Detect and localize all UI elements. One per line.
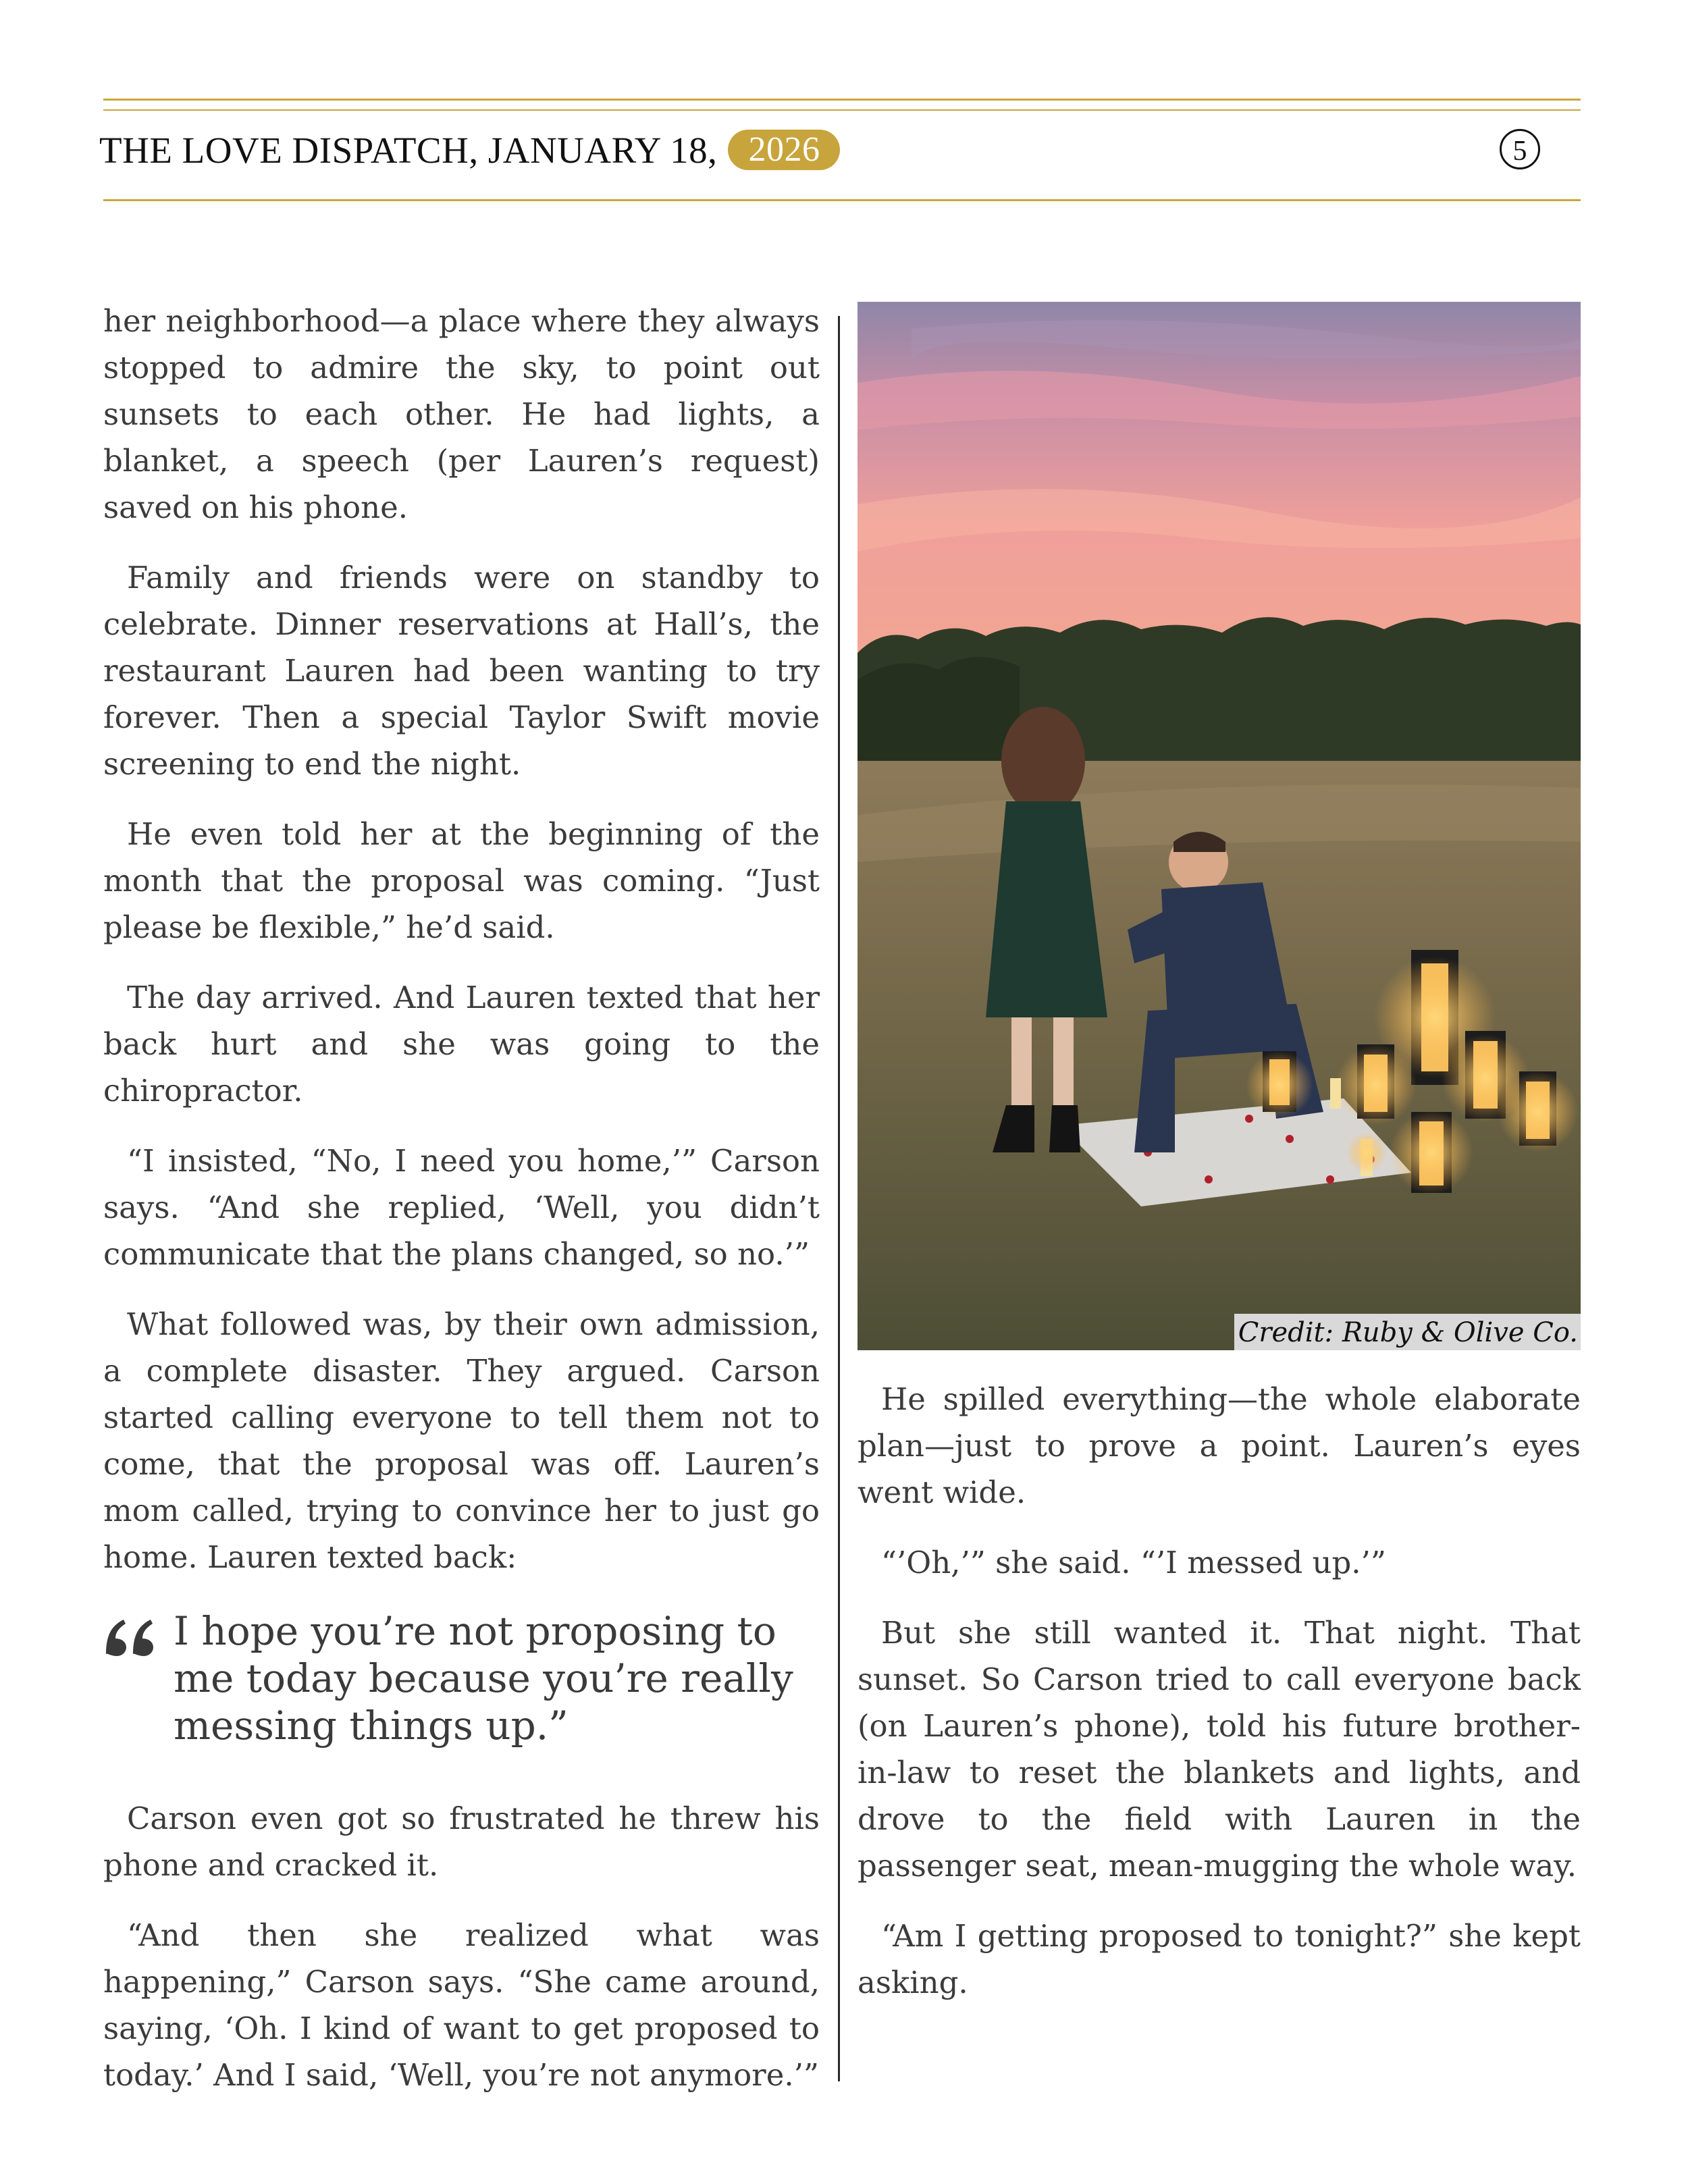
column-divider [838, 316, 840, 2081]
paragraph: “Am I getting proposed to tonight?” she kept asking. [858, 1918, 1581, 2000]
pull-quote-text: I hope you’re not proposing to me today because you’re really messing things up.” [174, 1608, 793, 1749]
header-second-rule [103, 109, 1581, 111]
masthead [99, 126, 840, 174]
year-badge: 2026 [728, 130, 840, 170]
paragraph: The day arrived. And Lauren texted that her back hurt and she was going to the chiropractor. [103, 980, 820, 1109]
paragraph: “I insisted, “No, I need you home,’” Carson says. “And she replied, ‘Well, you didn’t communicate that the plans changed, so no.’” [103, 1143, 820, 1272]
paragraph: Carson even got so frustrated he threw his phone and cracked it. [103, 1801, 820, 1883]
paragraph: But she still wanted it. That night. That sunset. So Carson tried to call everyone back (on Lauren’s phone), told his future brother-in-law to reset the blankets and lights, and drove to the field with Lauren in the passenger seat, mean-mugging the whole way. [858, 1615, 1581, 1884]
page-number: 5 [1500, 129, 1540, 169]
open-quote-icon [103, 1617, 157, 1657]
header-bottom-rule [103, 199, 1581, 201]
photo-credit: Credit: Ruby & Olive Co. [1234, 1314, 1581, 1350]
paragraph: “’Oh,’” she said. “’I messed up.’” [881, 1545, 1386, 1580]
proposal-sunset-photo-icon [858, 302, 1581, 1350]
paragraph: her neighborhood—a place where they always stopped to admire the sky, to point out sunsets to each other. He had lights, a blanket, a speech (per Lauren’s request) saved on his phone. [103, 303, 820, 525]
paragraph: “And then she realized what was happening,” Carson says. “She came around, saying, ‘Oh. I kind of want to get proposed to today.’ And I said, ‘Well, you’re not anymore.’” [103, 1917, 820, 2093]
proposal-photo [858, 302, 1581, 1350]
right-column [858, 1376, 1581, 2029]
left-column [103, 298, 820, 2122]
paragraph: What followed was, by their own admission, a complete disaster. They argued. Carson started calling everyone to tell them not to come, that the proposal was off. Lauren’s mom called, trying to convince her to just go home. Lauren texted back: [103, 1306, 820, 1575]
paragraph: He spilled everything—the whole elaborate plan—just to prove a point. Lauren’s eyes went wide. [858, 1381, 1581, 1510]
publication-dateline: THE LOVE DISPATCH, JANUARY 18, [99, 129, 718, 171]
paragraph: He even told her at the beginning of the month that the proposal was coming. “Just please be flexible,” he’d said. [103, 816, 820, 945]
header-top-rule [103, 99, 1581, 101]
paragraph: Family and friends were on standby to celebrate. Dinner reservations at Hall’s, the restaurant Lauren had been wanting to try forever. Then a special Taylor Swift movie screening to end the night. [103, 560, 820, 782]
pull-quote [103, 1607, 820, 1749]
